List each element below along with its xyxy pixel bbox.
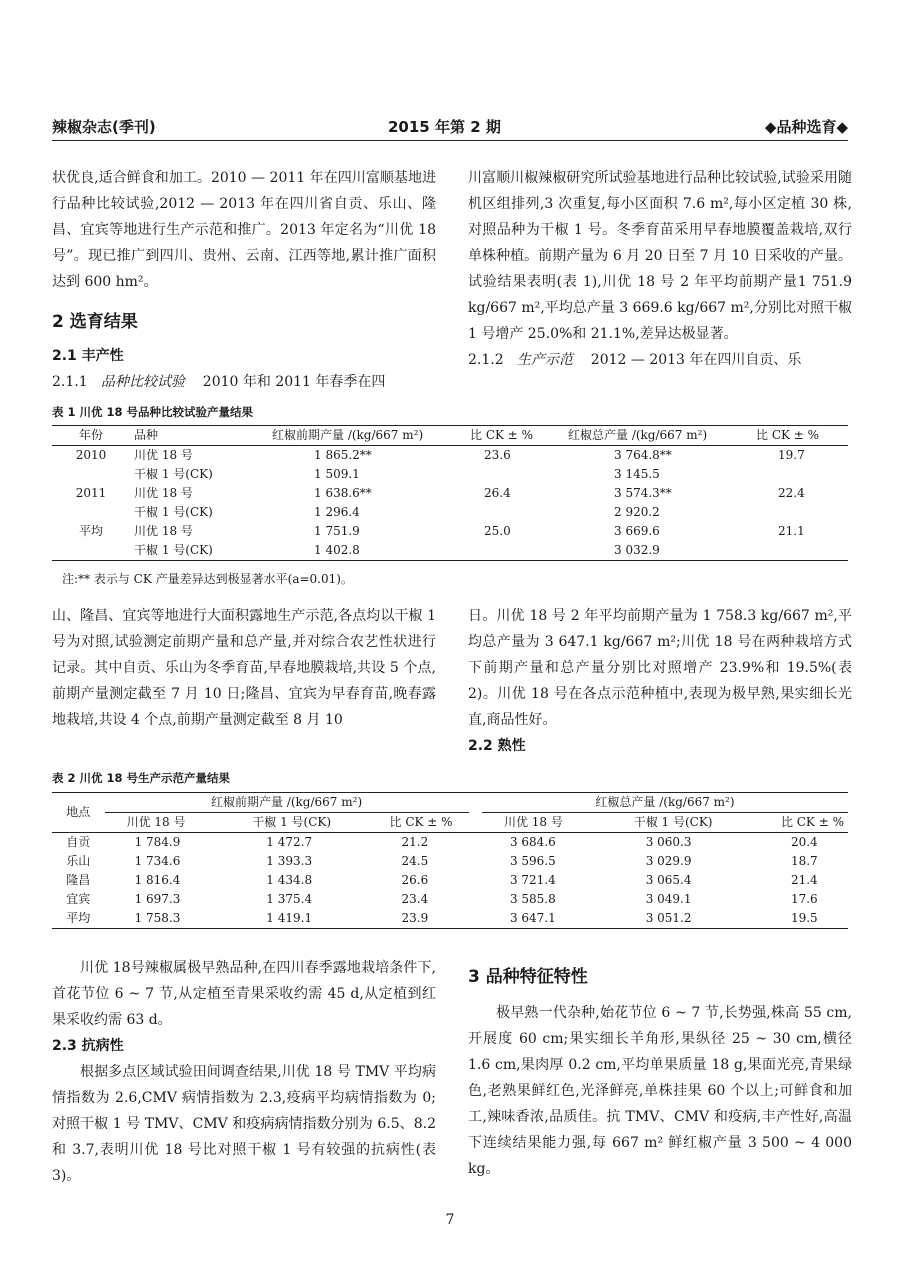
table-header-row [52, 793, 848, 813]
table-cell [752, 541, 848, 561]
sub-subsection-text: 2012 — 2013 年在四川自贡、乐 [590, 352, 802, 368]
table-cell: 1 375.4 [266, 892, 313, 906]
table-cell: 3 065.4 [645, 873, 692, 887]
table-cell: 20.4 [790, 835, 818, 849]
column-header: 品种 [130, 426, 268, 446]
table-cell: 21.4 [790, 873, 818, 887]
sub-subsection-title: 生产示范 [516, 352, 573, 368]
table-cell: 1 784.9 [134, 835, 181, 849]
section-heading-2: 2 选育结果 [52, 312, 138, 332]
header-rule [52, 140, 848, 141]
table-cell: 23.6 [484, 448, 511, 462]
table-cell: 1 865.2** [314, 448, 372, 462]
table-cell: 22.4 [778, 486, 805, 500]
table-cell: 3 585.8 [509, 892, 556, 906]
table-cell: 3 574.3** [614, 486, 672, 500]
sub-subsection-2-1-1 [52, 369, 436, 395]
table-cell: 宜宾 [66, 892, 91, 906]
table-subheader-row [52, 813, 848, 833]
paragraph: 川优 18号辣椒属极早熟品种,在四川春季露地栽培条件下,首花节位 6 ~ 7 节,从定植至青果采收约需 45 d,从定植到红果采收约需 63 d。 [52, 960, 436, 1028]
right-column-middle [468, 603, 852, 759]
table-cell: 1 638.6** [314, 486, 372, 500]
paragraph: 山、隆昌、宜宾等地进行大面积露地生产示范,各点均以干椒 1 号为对照,试验测定前期产量和总产量,并对综合农艺性状进行记录。其中自贡、乐山为冬季育苗,早春地膜栽培,共设 5 个点,前期产量测定截至 7 月 10 日;隆昌、宜宾为早春育苗,晚春露地栽培,共设 4 个点,前期产量测定截至 8 月 10 [52, 608, 436, 728]
table-cell: 川优 18 号 [134, 524, 193, 538]
table-cell: 3 051.2 [645, 911, 692, 925]
table-cell: 18.7 [790, 854, 818, 868]
table-cell [52, 503, 130, 522]
column-header: 地点 [52, 793, 105, 833]
table-cell: 干椒 1 号(CK) [134, 505, 213, 519]
table-cell: 3 049.1 [645, 892, 692, 906]
table-cell [466, 503, 564, 522]
table-cell: 3 721.4 [509, 873, 556, 887]
table-cell [752, 503, 848, 522]
table-cell: 平均 [78, 524, 103, 538]
column-header: 比 CK ± % [735, 813, 848, 833]
column-header: 干椒 1 号(CK) [212, 813, 353, 833]
sub-subsection-title: 品种比较试验 [100, 374, 185, 390]
table-cell: 17.6 [790, 892, 818, 906]
column-header: 比 CK ± % [354, 813, 469, 833]
table-cell: 3 669.6 [614, 524, 660, 538]
table-cell: 1 402.8 [314, 543, 360, 557]
table-cell: 3 060.3 [645, 835, 692, 849]
table-cell [52, 465, 130, 484]
table-cell: 19.7 [778, 448, 805, 462]
table-row [52, 522, 848, 541]
table2 [52, 792, 848, 929]
paragraph: 根据多点区域试验田间调查结果,川优 18 号 TMV 平均病情指数为 2.6,CMV 病情指数为 2.3,疫病平均病情指数为 0;对照干椒 1 号 TMV、CMV 和疫病病情指数分别为 6.5、8.2 和 3.7,表明川优 18 号比对照干椒 1 号有较强的抗病性(表 3)。 [52, 1064, 436, 1184]
column-header: 川优 18 号 [105, 813, 213, 833]
table1 [52, 425, 848, 561]
paragraph: 川富顺川椒辣椒研究所试验基地进行品种比较试验,试验采用随机区组排列,3 次重复,每小区面积 7.6 m²,每小区定植 30 株,对照品种为干椒 1 号。冬季育苗采用早春地膜覆盖栽培,双行单株种植。前期产量为 6 月 20 日至 7 月 10 日采收的产量。试验结果表明(表 1),川优 18 号 2 年平均前期产量1 751.9 kg/667 m²,平均总产量 3 669.6 kg/667 m²,分别比对照干椒 1 号增产 25.0%和 21.1%,差异达极显著。 [468, 170, 852, 342]
column-header: 红椒总产量 /(kg/667 m²) [564, 426, 752, 446]
table-cell: 26.6 [401, 873, 429, 887]
table-cell: 1 816.4 [134, 873, 181, 887]
table-row [52, 541, 848, 561]
table-cell: 乐山 [66, 854, 91, 868]
column-group-header: 红椒前期产量 /(kg/667 m²) [105, 793, 469, 813]
table-cell: 1 296.4 [314, 505, 360, 519]
table-cell: 23.9 [401, 911, 429, 925]
sub-subsection-text: 2010 年和 2011 年春季在四 [202, 374, 386, 390]
sub-subsection-number: 2.1.1 [52, 374, 88, 390]
section-label: ◆品种选育◆ [764, 118, 848, 136]
table1-caption: 表 1 川优 18 号品种比较试验产量结果 [52, 405, 254, 419]
table-cell: 自贡 [66, 835, 91, 849]
column-header: 比 CK ± % [466, 426, 564, 446]
table-cell: 3 596.5 [509, 854, 556, 868]
running-header [52, 112, 848, 138]
table-cell: 26.4 [484, 486, 511, 500]
table-row [52, 871, 848, 890]
right-column-bottom [468, 962, 852, 1182]
journal-name: 辣椒杂志(季刊) [52, 118, 156, 136]
table-row [52, 484, 848, 503]
section-heading-3: 3 品种特征特性 [468, 967, 588, 987]
table-cell: 隆昌 [66, 873, 91, 887]
table-cell: 川优 18 号 [134, 486, 193, 500]
table-cell [52, 541, 130, 561]
table2-caption: 表 2 川优 18 号生产示范产量结果 [52, 771, 231, 785]
column-header: 川优 18 号 [482, 813, 590, 833]
page-number: 7 [445, 1212, 455, 1228]
table-cell: 1 734.6 [134, 854, 181, 868]
table-cell: 1 434.8 [266, 873, 313, 887]
table-cell: 2 920.2 [614, 505, 660, 519]
right-column-top [468, 165, 852, 373]
column-header: 年份 [52, 426, 130, 446]
table-cell [752, 465, 848, 484]
left-column-top [52, 165, 436, 395]
issue-label: 2015 年第 2 期 [388, 118, 501, 136]
table-cell: 1 393.3 [266, 854, 313, 868]
table-cell: 平均 [66, 911, 91, 925]
left-column-bottom [52, 955, 436, 1189]
table-cell: 1 758.3 [134, 911, 181, 925]
table-cell: 3 029.9 [645, 854, 692, 868]
table-cell: 1 697.3 [134, 892, 181, 906]
table-cell: 3 145.5 [614, 467, 660, 481]
table-cell: 川优 18 号 [134, 448, 193, 462]
table-cell: 21.1 [778, 524, 805, 538]
table-header-row [52, 426, 848, 446]
table-row [52, 909, 848, 929]
table-cell: 19.5 [790, 911, 818, 925]
table-cell: 3 764.8** [614, 448, 672, 462]
table-row [52, 833, 848, 853]
table-cell: 3 647.1 [509, 911, 556, 925]
table-cell: 24.5 [401, 854, 429, 868]
subsection-heading-2-3: 2.3 抗病性 [52, 1038, 124, 1054]
subsection-heading-2-2: 2.2 熟性 [468, 738, 526, 754]
table-cell: 3 032.9 [614, 543, 660, 557]
table-row [52, 852, 848, 871]
table-cell: 3 684.6 [509, 835, 556, 849]
table-row [52, 446, 848, 466]
table-cell: 1 419.1 [266, 911, 313, 925]
table-cell: 干椒 1 号(CK) [134, 467, 213, 481]
column-group-header: 红椒总产量 /(kg/667 m²) [482, 793, 848, 813]
table-cell: 1 751.9 [314, 524, 360, 538]
table-cell: 2010 [75, 448, 107, 462]
table-row [52, 503, 848, 522]
paragraph: 日。川优 18 号 2 年平均前期产量为 1 758.3 kg/667 m²,平均总产量为 3 647.1 kg/667 m²;川优 18 号在两种栽培方式下前期产量和总产量分别比对照增产 23.9%和 19.5%(表 2)。川优 18 号在各点示范种植中,表现为极早熟,果实细长光直,商品性好。 [468, 608, 852, 728]
sub-subsection-2-1-2 [468, 347, 852, 373]
table-cell: 干椒 1 号(CK) [134, 543, 213, 557]
table-cell: 2011 [75, 486, 107, 500]
sub-subsection-number: 2.1.2 [468, 352, 504, 368]
table-cell: 1 509.1 [314, 467, 360, 481]
table-cell: 25.0 [484, 524, 511, 538]
column-header: 红椒前期产量 /(kg/667 m²) [268, 426, 466, 446]
table-cell: 23.4 [401, 892, 429, 906]
column-header: 比 CK ± % [752, 426, 848, 446]
table-cell [466, 465, 564, 484]
table-row [52, 465, 848, 484]
table-cell: 21.2 [401, 835, 429, 849]
table-cell [466, 541, 564, 561]
paragraph: 状优良,适合鲜食和加工。2010 — 2011 年在四川富顺基地进行品种比较试验,2012 — 2013 年在四川省自贡、乐山、隆昌、宜宾等地进行生产示范和推广。2013 年定名为“川优 18 号”。现已推广到四川、贵州、云南、江西等地,累计推广面积达到 600 hm²。 [52, 170, 436, 290]
column-header: 干椒 1 号(CK) [590, 813, 735, 833]
table-row [52, 890, 848, 909]
paragraph: 极早熟一代杂种,始花节位 6 ~ 7 节,长势强,株高 55 cm,开展度 60 cm;果实细长羊角形,果纵径 25 ~ 30 cm,横径 1.6 cm,果肉厚 0.2 cm,平均单果质量 18 g,果面光亮,青果绿色,老熟果鲜红色,光泽鲜亮,单株挂果 60 个以上;可鲜食和加工,辣味香浓,品质佳。抗 TMV、CMV 和疫病,丰产性好,高温下连续结果能力强,每 667 m² 鲜红椒产量 3 500 ~ 4 000 kg。 [468, 1005, 852, 1177]
subsection-heading-2-1: 2.1 丰产性 [52, 348, 124, 364]
left-column-middle [52, 603, 436, 733]
table-cell: 1 472.7 [266, 835, 313, 849]
table1-note: 注:** 表示与 CK 产量差异达到极显著水平(a=0.01)。 [62, 572, 353, 586]
